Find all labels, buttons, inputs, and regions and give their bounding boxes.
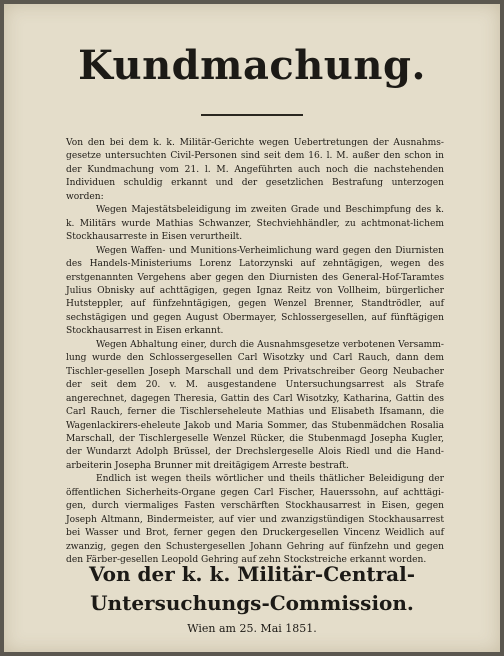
signature-line-1: Von der k. k. Militär-Central- [88,562,416,586]
paragraph-beleidigung: Endlich ist wegen theils wörtlicher und theils thätlicher Beleidigung der öffentlichen Sicherheits-Organe gegen Carl Fischer, Hauerssohn, auf achttägi-gen, durch viermaliges Fasten verschärften Stockhausarrest in Eisen, gegen Joseph Altmann, Bindermeister, auf vier und zwanzigstündigen Stockhausarrest bei Wasser und Brot, ferner gegen den Druckergesellen Vincenz Weidlich auf zwanzig, gegen den Schustergesellen Johann Gehring auf fünfzehn und gegen den Färber-gesellen Leopold Gehring auf zehn Stockstreiche erkannt worden. [66,474,444,566]
paragraph-waffen: Wegen Waffen- und Munitions-Verheimlichung ward gegen den Diurnisten des Handels-Ministeriums Lorenz Latorzynski auf zehntägigen, wegen des erstgenannten Vergehens aber gegen den Diurnisten des General-Hof-Taramtes Julius Obnisky auf achttägigen, gegen Ignaz Reitz von Vollheim, bürgerlicher Hutsteppler, auf fünfzehntägigen, gegen Wenzel Brenner, Standtrödler, auf sechstägigen und gegen August Obermayer, Schlossergesellen, auf fünftägigen Stockhausarrest in Eisen erkannt. [66,245,444,337]
title-divider [201,114,303,116]
issue-date: Wien am 25. Mai 1851. [187,622,317,635]
paragraph-versammlung: Wegen Abhaltung einer, durch die Ausnahmsgesetze verbotenen Versamm-lung wurde den Schlossergesellen Carl Wisotzky und Carl Rauch, dann dem Tischler-gesellen Joseph Marschall und dem Privatschreiber Georg Neubacher der seit dem 20. v. M. ausgestandene Untersuchungsarrest als Strafe angerechnet, dagegen Theresia, Gattin des Carl Wisotzky, Katharina, Gattin des Carl Rauch, ferner die Tischlerseheleute Mathias und Elisabeth Ifsamann, die Wagenlackirers-eheleute Jakob und Maria Sommer, das Stubenmädchen Rosalia Marschall, der Tischlergeselle Wenzel Rücker, die Stubenmagd Josepha Kugler, der Wundarzt Adolph Brüssel, der Drechslergeselle Alois Riedl und die Hand-arbeiterin Josepha Brunner mit dreitägigem Arreste bestraft. [66,339,444,471]
signature-line-2: Untersuchungs-Commission. [90,591,414,615]
paragraph-majestaetsbeleidigung: Wegen Majestätsbeleidigung im zweiten Grade und Beschimpfung des k. k. Militärs wurde Mathias Schwanzer, Stechviehhändler, zu achtmonat-lichem Stockhausarreste in Eisen verurtheilt. [66,205,444,243]
poster-sheet [4,4,500,652]
intro-paragraph: Von den bei dem k. k. Militär-Gerichte wegen Uebertretungen der Ausnahms-gesetze untersuchten Civil-Personen sind seit dem 16. l. M. außer den schon in der Kundmachung vom 21. l. M. Angeführten auch noch die nachstehenden Individuen schuldig erkannt und der gesetzlichen Bestrafung unterzogen worden: [66,138,444,202]
announcement-body [66,137,444,568]
page-title: Kundmachung. [78,42,426,89]
signature-block [4,560,500,618]
